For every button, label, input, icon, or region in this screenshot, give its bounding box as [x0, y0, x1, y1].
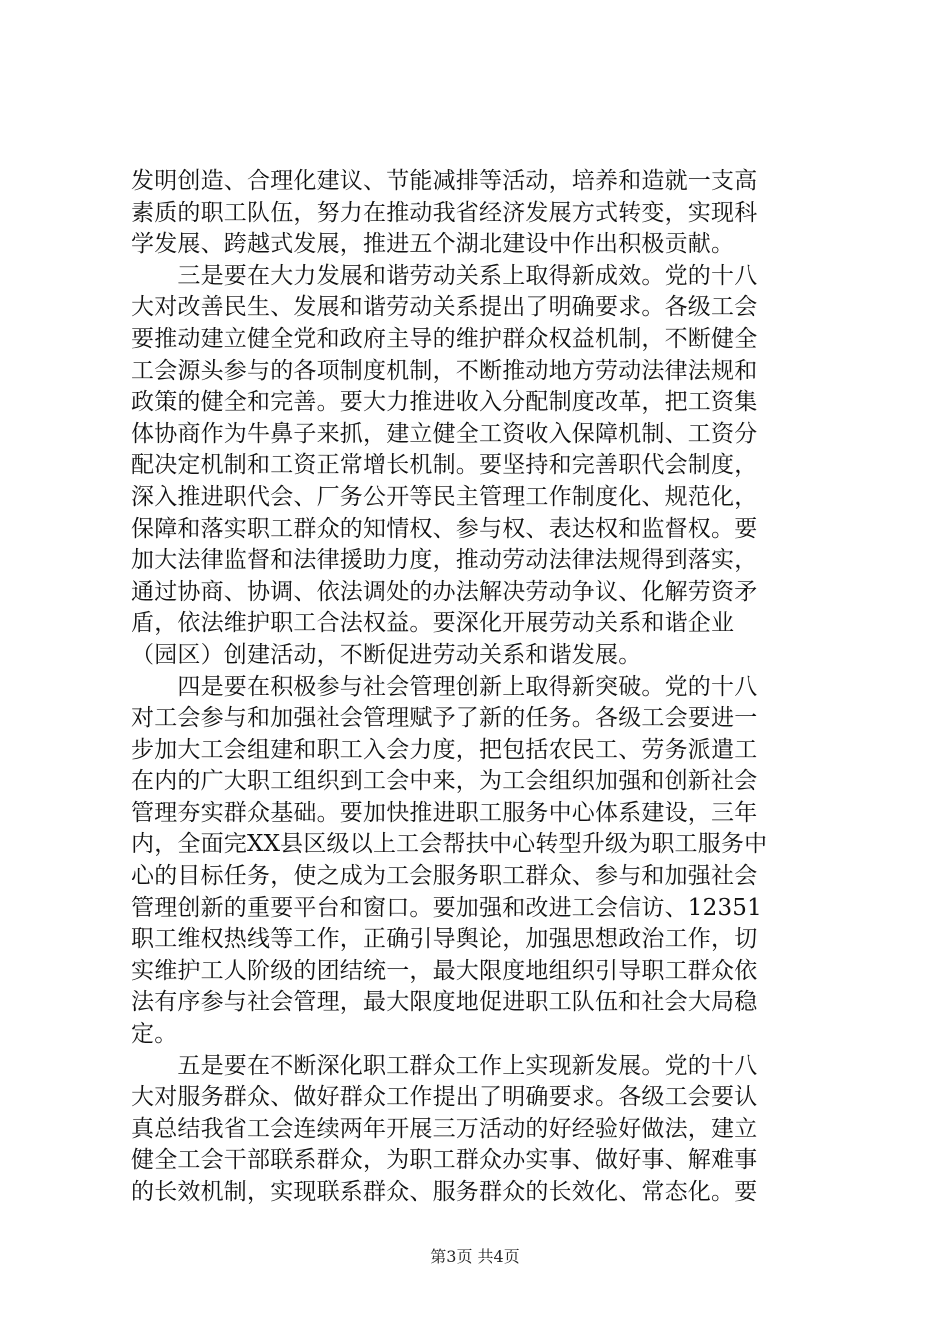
text-line: （园区）创建活动，不断促进劳动关系和谐发展。 — [131, 641, 642, 668]
text-line: 管理创新的重要平台和窗口。要加强和改进工会信访、12351 — [131, 894, 762, 921]
text-line: 健全工会干部联系群众，为职工群众办实事、做好事、解难事 — [131, 1147, 758, 1174]
body-text — [131, 166, 821, 1209]
text-line: 三是要在大力发展和谐劳动关系上取得新成效。党的十八 — [131, 262, 758, 289]
text-line: 通过协商、协调、依法调处的办法解决劳动争议、化解劳资矛 — [131, 578, 758, 605]
text-line: 实维护工人阶级的团结统一，最大限度地组织引导职工群众依 — [131, 957, 758, 984]
text-line: 要推动建立健全党和政府主导的维护群众权益机制，不断健全 — [131, 325, 758, 352]
text-line: 加大法律监督和法律援助力度，推动劳动法律法规得到落实， — [131, 547, 758, 574]
text-line: 盾，依法维护职工合法权益。要深化开展劳动关系和谐企业 — [131, 610, 735, 637]
text-line: 定。 — [131, 1021, 178, 1048]
text-line: 在内的广大职工组织到工会中来，为工会组织加强和创新社会 — [131, 768, 758, 795]
text-line: 内，全面完XX县区级以上工会帮扶中心转型升级为职工服务中 — [131, 831, 768, 858]
text-line: 体协商作为牛鼻子来抓，建立健全工资收入保障机制、工资分 — [131, 420, 758, 447]
text-line: 工会源头参与的各项制度机制，不断推动地方劳动法律法规和 — [131, 357, 758, 384]
text-line: 大对服务群众、做好群众工作提出了明确要求。各级工会要认 — [131, 1084, 758, 1111]
text-line: 真总结我省工会连续两年开展三万活动的好经验好做法，建立 — [131, 1115, 758, 1142]
text-line: 四是要在积极参与社会管理创新上取得新突破。党的十八 — [131, 673, 758, 700]
text-line: 管理夯实群众基础。要加快推进职工服务中心体系建设，三年 — [131, 799, 758, 826]
text-line: 步加大工会组建和职工入会力度，把包括农民工、劳务派遣工 — [131, 736, 758, 763]
text-line: 政策的健全和完善。要大力推进收入分配制度改革，把工资集 — [131, 389, 758, 416]
text-line: 深入推进职代会、厂务公开等民主管理工作制度化、规范化， — [131, 483, 758, 510]
text-line: 大对改善民生、发展和谐劳动关系提出了明确要求。各级工会 — [131, 294, 758, 321]
text-line: 学发展、跨越式发展，推进五个湖北建设中作出积极贡献。 — [131, 231, 735, 258]
page-number-footer: 第3页 共4页 — [430, 1247, 520, 1266]
text-line: 职工维权热线等工作，正确引导舆论，加强思想政治工作，切 — [131, 926, 758, 953]
text-line: 配决定机制和工资正常增长机制。要坚持和完善职代会制度， — [131, 452, 758, 479]
text-line: 素质的职工队伍，努力在推动我省经济发展方式转变，实现科 — [131, 199, 758, 226]
text-line: 心的目标任务，使之成为工会服务职工群众、参与和加强社会 — [131, 863, 758, 890]
text-line: 的长效机制，实现联系群众、服务群众的长效化、常态化。要 — [131, 1179, 758, 1205]
text-line: 发明创造、合理化建议、节能减排等活动，培养和造就一支高 — [131, 168, 758, 194]
text-line: 法有序参与社会管理，最大限度地促进职工队伍和社会大局稳 — [131, 989, 758, 1016]
text-line: 对工会参与和加强社会管理赋予了新的任务。各级工会要进一 — [131, 705, 758, 732]
text-line: 五是要在不断深化职工群众工作上实现新发展。党的十八 — [131, 1052, 758, 1079]
text-line: 保障和落实职工群众的知情权、参与权、表达权和监督权。要 — [131, 515, 758, 542]
